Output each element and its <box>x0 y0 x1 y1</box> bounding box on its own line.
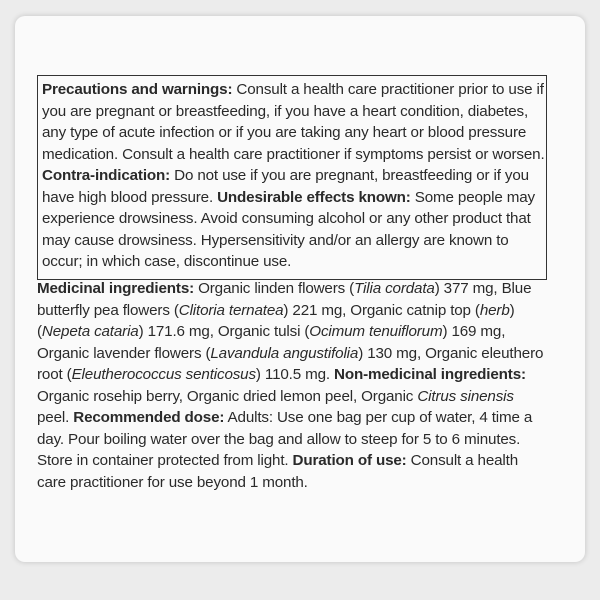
plant-part: herb <box>479 301 510 319</box>
duration-text: Consult a health care practitioner for use beyond 1 month. <box>37 452 519 491</box>
precautions-heading: Precautions and warnings: <box>42 81 233 98</box>
latin-name: Ocimum tenuiflorum <box>309 323 443 340</box>
undesirable-effects-body: Some people may experience drowsiness. Avoid consuming alcohol or any other product that may cause drowsiness. Hypersensitivity and/or an allergy are known to occur; in which case, discontinue use. <box>42 188 535 270</box>
latin-name: Clitoria ternatea <box>178 301 284 319</box>
nonmedicinal-text: Organic rosehip berry, Organic dried lemon peel, Organic <box>37 387 418 405</box>
contraindication-body: Do not use if you are pregnant, breastfeeding or if you have high blood pressure. <box>42 167 529 206</box>
medicinal-text: ) 110.5 mg. <box>255 366 335 383</box>
contraindication-heading: Contra-indication: <box>42 167 171 184</box>
duration-heading: Duration of use: <box>292 452 407 469</box>
ingredients-text <box>37 278 547 493</box>
latin-name: Tilia cordata <box>354 280 435 297</box>
medicinal-text: ) 169 mg, Organic lavender flowers ( <box>37 323 506 362</box>
dose-heading: Recommended dose: <box>73 409 225 426</box>
medicinal-heading: Medicinal ingredients: <box>37 280 195 297</box>
medicinal-text: ) 171.6 mg, Organic tulsi ( <box>138 323 310 340</box>
latin-name: Lavandula angustifolia <box>210 344 359 362</box>
latin-name: Eleutherococcus senticosus <box>71 366 256 383</box>
precautions-body: Consult a health care practitioner prior to use if you are pregnant or breastfeeding, if you have a heart condition, diabetes, any type of acute infection or if you are taking any heart or blood pressure medication. Consult a health care practitioner if symptoms persist or worsen. <box>42 81 545 163</box>
medicinal-text: ) 377 mg, Blue butterfly pea flowers ( <box>37 280 532 319</box>
medicinal-text: ) 130 mg, Organic eleuthero root ( <box>37 344 544 383</box>
medicinal-text: Organic linden flowers ( <box>194 280 355 297</box>
medicinal-text: ) ( <box>37 301 515 340</box>
label-panel <box>15 16 585 562</box>
warnings-text <box>42 79 548 273</box>
nonmedicinal-heading: Non-medicinal ingredients: <box>334 366 526 383</box>
nonmedicinal-text: peel. <box>37 409 74 426</box>
undesirable-effects-heading: Undesirable effects known: <box>217 188 411 206</box>
warnings-box <box>37 75 547 280</box>
latin-name: Citrus sinensis <box>417 387 514 405</box>
latin-name: Nepeta cataria <box>41 323 139 340</box>
medicinal-text: ) 221 mg, Organic catnip top ( <box>283 301 480 319</box>
dose-text: Adults: Use one bag per cup of water, 4 time a day. Pour boiling water over the bag and allow to steep for 5 to 6 minutes. Store in container protected from light. <box>37 409 533 469</box>
